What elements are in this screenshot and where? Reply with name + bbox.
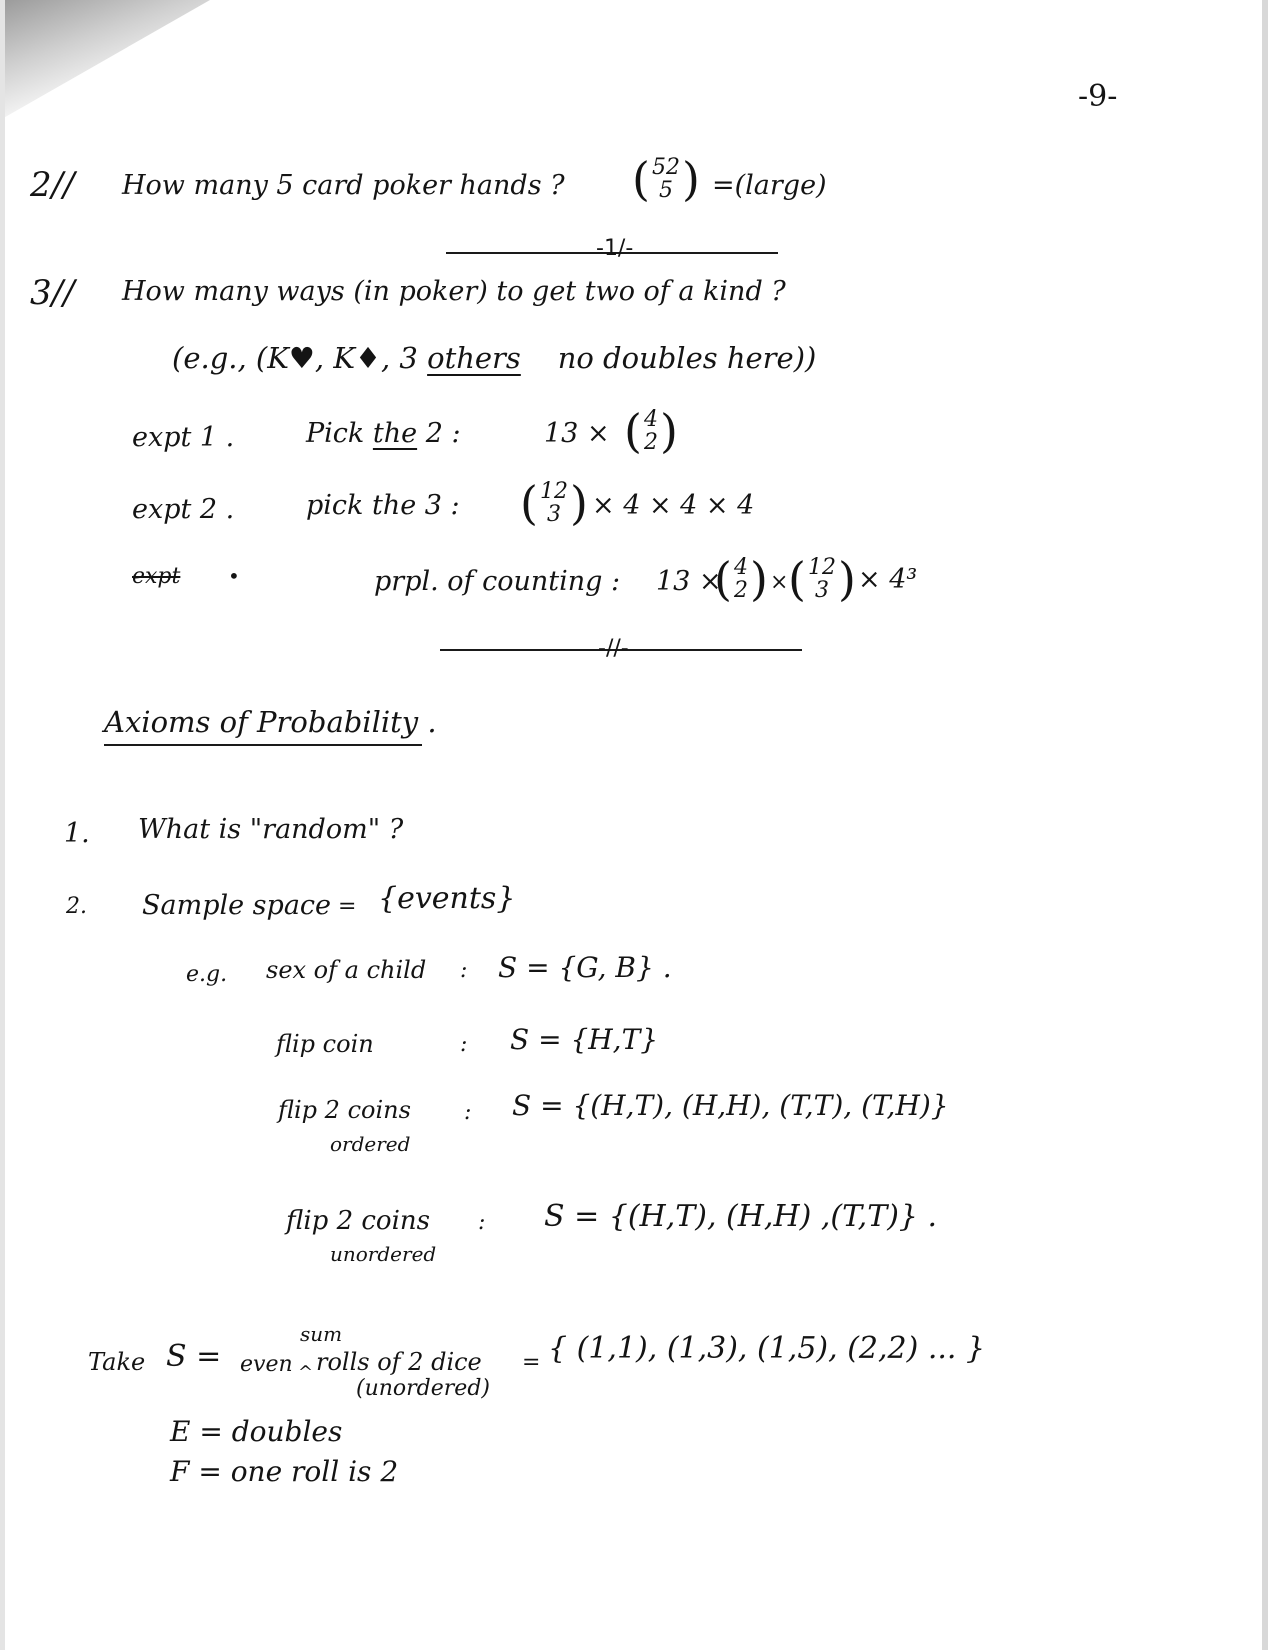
expt3-binom1-top: 4 xyxy=(733,555,748,580)
expt2-binom-top: 12 xyxy=(539,479,568,504)
example4-set: S = {(H,T), (H,H) ,(T,T)} . xyxy=(544,1199,938,1234)
example3-description: flip 2 coins xyxy=(278,1096,411,1124)
divider-mark-1: -1/- xyxy=(596,236,634,261)
expt1-text-pick: Pick xyxy=(306,418,365,449)
expt1-binom-bottom: 2 xyxy=(643,430,658,456)
take-sum: sum xyxy=(300,1322,343,1346)
expt3-times: × xyxy=(770,570,789,595)
page-corner-fold xyxy=(0,0,210,120)
expt1-binom-top: 4 xyxy=(643,407,658,432)
q3-question: How many ways (in poker) to get two of a kind ? xyxy=(122,276,786,307)
take-s-equals: S = xyxy=(166,1339,222,1374)
event-f-definition: F = one roll is 2 xyxy=(170,1455,399,1488)
take-rolls: rolls of 2 dice xyxy=(316,1348,482,1376)
expt3-binom2-close-paren: ) xyxy=(837,552,856,607)
q2-binom-bottom: 5 xyxy=(658,178,673,204)
expt2-binomial xyxy=(520,476,588,531)
expt1-binom-close-paren: ) xyxy=(659,404,678,459)
expt3-binom1-open-paren: ( xyxy=(714,552,732,607)
axiom-item1-number: 1. xyxy=(64,818,90,849)
expt3-binomial-1 xyxy=(714,552,768,607)
expt1-text-two: 2 : xyxy=(425,418,461,449)
expt1-text xyxy=(306,420,461,447)
expt2-binom-open-paren: ( xyxy=(520,476,538,531)
q2-binomial xyxy=(632,152,700,207)
axiom-item2-equals: = xyxy=(338,894,357,919)
expt3-binom2-stack xyxy=(808,556,836,602)
example3-set: S = {(H,T), (H,H), (T,T), (T,H)} xyxy=(512,1089,949,1122)
take-caret: ^ xyxy=(298,1362,314,1383)
example4-colon: : xyxy=(478,1210,486,1235)
q2-label: 2// xyxy=(30,165,75,205)
axioms-heading: Axioms of Probability . xyxy=(104,705,437,739)
example1-colon: : xyxy=(460,958,468,983)
q2-binom-close-paren: ) xyxy=(681,152,700,207)
expt2-formula: × 4 × 4 × 4 xyxy=(592,490,755,521)
example1-description: sex of a child xyxy=(266,956,427,984)
take-even: even xyxy=(240,1352,293,1377)
take-label: Take xyxy=(88,1348,146,1376)
q2-binom-stack xyxy=(652,156,680,202)
expt3-formula-b: × 4³ xyxy=(858,564,918,595)
divider-mark-2: -//- xyxy=(598,636,629,661)
expt3-binom1-bottom: 2 xyxy=(733,578,748,604)
q3-example xyxy=(172,341,817,375)
example4-description: flip 2 coins xyxy=(286,1206,430,1236)
expt3-formula-a: 13 × xyxy=(656,566,722,597)
expt3-text: prpl. of counting : xyxy=(374,566,621,597)
event-e-definition: E = doubles xyxy=(170,1415,343,1448)
q3-example-end: no doubles here)) xyxy=(557,341,817,375)
expt3-bullet: • xyxy=(228,564,240,588)
expt1-binom-stack xyxy=(644,408,658,454)
expt3-binom2-bottom: 3 xyxy=(814,578,829,604)
expt2-binom-close-paren: ) xyxy=(569,476,588,531)
expt3-label-crossed: expt xyxy=(132,564,181,589)
page-number: -9- xyxy=(1078,79,1118,114)
expt3-binom2-open-paren: ( xyxy=(788,552,806,607)
example3-subtitle: ordered xyxy=(330,1132,411,1156)
q2-binom-open-paren: ( xyxy=(632,152,650,207)
take-equals: = xyxy=(522,1350,541,1375)
expt1-label: expt 1 . xyxy=(132,422,235,453)
take-unordered: (unordered) xyxy=(356,1376,490,1401)
q2-binom-top: 52 xyxy=(651,155,680,180)
expt2-binom-stack xyxy=(540,480,568,526)
q3-label: 3// xyxy=(30,273,75,313)
axiom-item1-text: What is "random" ? xyxy=(138,814,404,845)
example3-colon: : xyxy=(464,1100,472,1125)
axioms-heading-underline xyxy=(104,744,422,746)
axiom-item2-number: 2. xyxy=(66,894,87,919)
expt1-text-the: the xyxy=(372,418,418,449)
q3-example-others: others xyxy=(427,341,521,375)
expt3-binomial-2 xyxy=(788,552,856,607)
axiom-item2-text: Sample space xyxy=(142,890,332,921)
example1-set: S = {G, B} . xyxy=(498,951,672,984)
q3-example-start: (e.g., (K♥, K♦, 3 xyxy=(172,341,418,375)
axiom-item2-set: {events} xyxy=(378,881,516,916)
q2-result: =(large) xyxy=(712,170,827,201)
example-label: e.g. xyxy=(186,962,228,987)
example2-description: flip coin xyxy=(276,1030,374,1058)
example2-set: S = {H,T} xyxy=(510,1023,659,1056)
expt3-binom1-stack xyxy=(734,556,748,602)
expt2-label: expt 2 . xyxy=(132,494,235,525)
expt2-text: pick the 3 : xyxy=(306,490,460,521)
expt3-binom2-top: 12 xyxy=(807,555,836,580)
expt1-binomial xyxy=(624,404,678,459)
take-set: { (1,1), (1,3), (1,5), (2,2) ... } xyxy=(548,1331,986,1366)
q2-question: How many 5 card poker hands ? xyxy=(122,170,565,201)
expt1-formula: 13 × xyxy=(544,418,610,449)
expt2-binom-bottom: 3 xyxy=(546,502,561,528)
expt3-binom1-close-paren: ) xyxy=(749,552,768,607)
example4-subtitle: unordered xyxy=(330,1242,437,1266)
page-left-edge xyxy=(0,0,5,1650)
page-right-edge xyxy=(1262,0,1268,1650)
example2-colon: : xyxy=(460,1032,468,1057)
expt1-binom-open-paren: ( xyxy=(624,404,642,459)
